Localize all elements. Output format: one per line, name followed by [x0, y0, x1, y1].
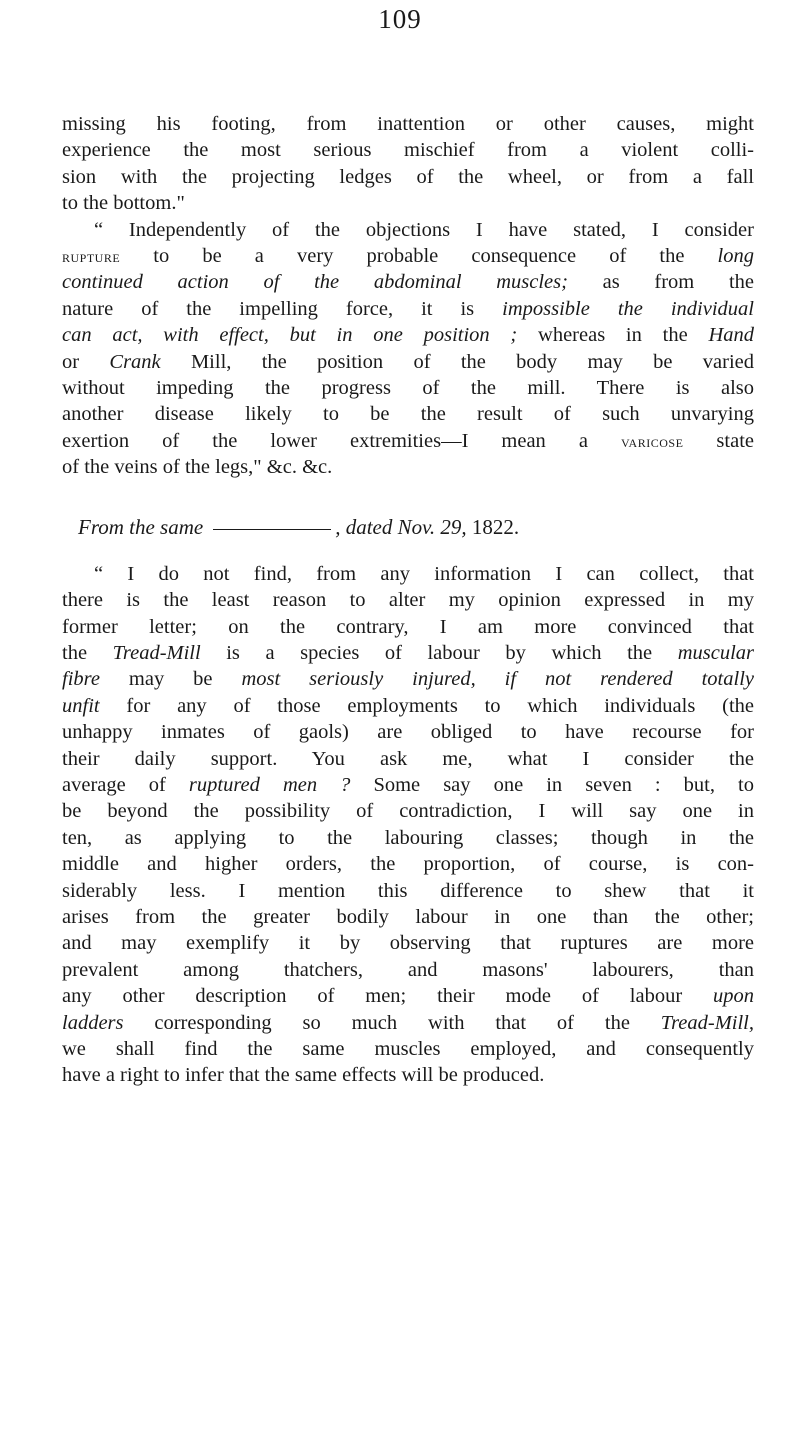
text-run: siderably less. I mention this difference to shew that it	[62, 879, 754, 902]
text-line	[62, 693, 754, 719]
text-run: there is the least reason to alter my opinion expressed in my	[62, 589, 754, 612]
text-line	[62, 349, 754, 375]
text-run: to be a very probable consequence of the	[120, 244, 718, 267]
italic-text: can act, with effect, but in one position ;	[62, 324, 518, 347]
text-line	[62, 983, 754, 1009]
italic-text: ruptured men ?	[188, 774, 351, 796]
small-caps-text: rupture	[62, 246, 121, 266]
italic-text: long	[717, 244, 754, 267]
italic-text: ladders	[62, 1011, 124, 1034]
text-run: for any of those employments to which individuals (the	[99, 694, 754, 717]
passage-rupture-quote	[62, 217, 754, 481]
text-run: to the bottom."	[62, 192, 185, 215]
text-line	[62, 825, 754, 851]
text-run: “ I do not find, from any information I can collect, that	[94, 562, 754, 585]
text-run: “ Independently of the objections I have stated, I consider	[94, 218, 754, 241]
text-run: ten, as applying to the labouring classes; though in the	[62, 826, 754, 849]
heading-dash	[213, 529, 331, 530]
text-run: or	[62, 350, 110, 373]
italic-text: impossible the individual	[502, 297, 754, 320]
text-line	[62, 322, 754, 348]
text-line	[62, 190, 754, 216]
text-line	[62, 930, 754, 956]
text-line	[62, 614, 754, 640]
heading-dated: , dated Nov. 29,	[335, 515, 467, 540]
italic-text: fibre	[62, 668, 100, 691]
text-run: is a species of labour by which the	[200, 642, 678, 665]
text-run: of the veins of the legs," &c. &c.	[62, 456, 333, 479]
text-line	[62, 957, 754, 983]
text-line	[62, 719, 754, 745]
text-line	[62, 878, 754, 904]
text-run: the	[62, 642, 113, 665]
text-run: their daily support. You ask me, what I consider the	[62, 747, 754, 770]
text-run: another disease likely to be the result of such unvarying	[62, 403, 754, 426]
text-line	[62, 1036, 754, 1062]
text-run: exertion of the lower extremities—I mean a	[62, 429, 621, 452]
letter-heading	[62, 514, 754, 540]
text-line	[62, 454, 754, 480]
text-run: Some say one in seven : but, to	[350, 774, 754, 796]
italic-text: Hand	[708, 324, 754, 347]
text-line	[62, 1010, 754, 1036]
text-line	[62, 296, 754, 322]
italic-text: unfit	[62, 694, 100, 717]
text-line	[62, 111, 754, 137]
text-run: whereas in the	[517, 324, 709, 347]
italic-text: continued action of the abdominal muscles;	[62, 271, 568, 294]
italic-text: Tread-Mill,	[660, 1011, 754, 1034]
text-run: without impeding the progress of the mill. There is also	[62, 376, 754, 399]
text-line	[62, 746, 754, 772]
text-run: have a right to infer that the same effects will be produced.	[62, 1064, 545, 1087]
text-run: state	[683, 429, 754, 452]
heading-from: From the same	[78, 515, 204, 540]
text-run: middle and higher orders, the proportion, of course, is con-	[62, 853, 754, 876]
text-run: missing his footing, from inattention or other causes, might	[62, 113, 754, 135]
text-line	[62, 587, 754, 613]
text-line	[62, 243, 754, 269]
small-caps-text: varicose	[620, 431, 684, 451]
text-line	[62, 851, 754, 877]
passage-continued-quote	[62, 111, 754, 217]
text-run: corresponding so much with that of the	[123, 1011, 661, 1034]
text-run: be beyond the possibility of contradiction, I will say one in	[62, 800, 754, 823]
italic-text: most seriously injured, if not rendered totally	[241, 668, 754, 691]
text-line	[62, 375, 754, 401]
text-run: sion with the projecting ledges of the wheel, or from a fall	[62, 165, 754, 188]
text-run: former letter; on the contrary, I am more convinced that	[62, 615, 754, 638]
text-line	[62, 269, 754, 295]
text-line	[62, 798, 754, 824]
text-line	[62, 640, 754, 666]
text-run: arises from the greater bodily labour in one than the other;	[62, 905, 754, 928]
text-line	[62, 428, 754, 454]
text-run: any other description of men; their mode of labour	[62, 985, 713, 1008]
text-line	[62, 137, 754, 163]
heading-year: 1822.	[466, 515, 520, 540]
italic-text: Tread-Mill	[112, 642, 201, 665]
text-line	[62, 164, 754, 190]
page-body	[62, 111, 754, 1089]
text-run: as from the	[567, 271, 754, 294]
text-line	[62, 561, 754, 587]
text-run: unhappy inmates of gaols) are obliged to have recourse for	[62, 721, 754, 744]
text-line	[62, 904, 754, 930]
italic-text: muscular	[677, 642, 755, 665]
text-run: may be	[99, 668, 242, 691]
text-run: average of	[62, 774, 189, 796]
text-run: experience the most serious mischief from a violent colli-	[62, 139, 754, 162]
italic-text: upon	[713, 985, 754, 1008]
text-run: Mill, the position of the body may be varied	[160, 350, 754, 373]
italic-text: Crank	[109, 350, 161, 373]
text-line	[62, 401, 754, 427]
text-line	[62, 217, 754, 243]
text-run: prevalent among thatchers, and masons' labourers, than	[62, 958, 754, 981]
passage-letter-quote	[62, 561, 754, 1089]
text-run: we shall find the same muscles employed, and consequently	[62, 1037, 754, 1060]
text-line	[62, 1062, 754, 1088]
text-line	[62, 772, 754, 798]
text-line	[62, 666, 754, 692]
text-run: nature of the impelling force, it is	[62, 297, 503, 320]
page-number: 109	[378, 4, 422, 34]
text-run: and may exemplify it by observing that ruptures are more	[62, 932, 754, 955]
